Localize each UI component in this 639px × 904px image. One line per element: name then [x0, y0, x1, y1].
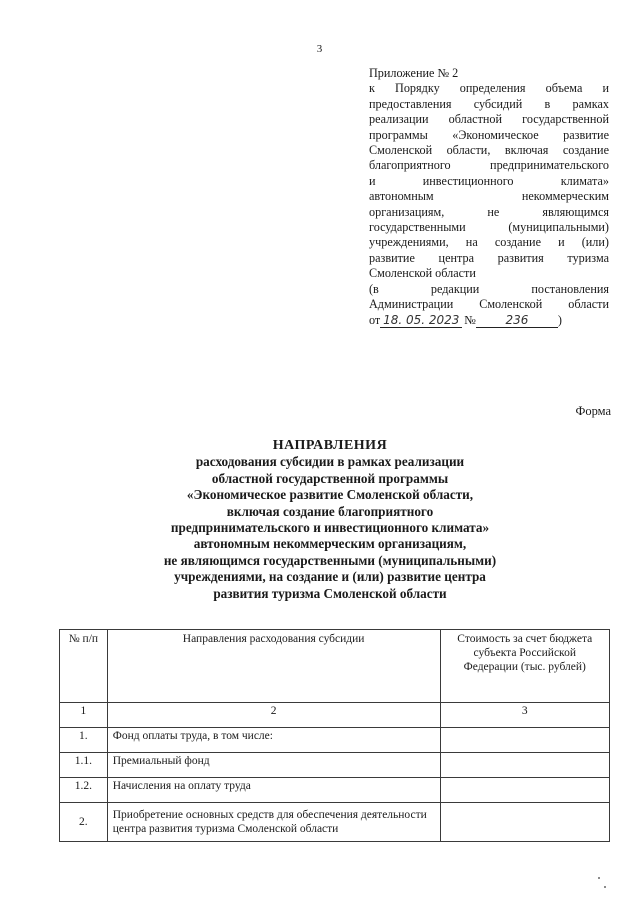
appendix-line	[369, 220, 609, 235]
page-number: 3	[316, 43, 323, 55]
edition-word: Смоленской	[479, 297, 543, 312]
header-cost: Стоимость за счет бюджета субъекта Российской Федерации (тыс. рублей)	[440, 630, 609, 703]
appendix-block	[369, 66, 609, 328]
appendix-word: реализации	[369, 112, 429, 127]
appendix-word: инвестиционного	[422, 173, 514, 188]
appendix-line	[369, 158, 609, 173]
heading-line: расходования субсидии в рамках реализации	[195, 454, 465, 470]
appendix-last-line: Смоленской области	[369, 266, 476, 281]
row-cost	[440, 753, 609, 778]
appendix-word: Порядку	[395, 81, 440, 96]
appendix-word: и	[558, 235, 565, 250]
directions-table	[59, 629, 610, 842]
row-num: 1.1.	[60, 753, 108, 778]
appendix-word: в	[544, 96, 551, 111]
table-row	[60, 778, 610, 803]
appendix-line	[369, 143, 609, 158]
appendix-word: благоприятного	[369, 158, 451, 173]
appendix-word: области,	[446, 143, 491, 158]
header-num: № п/п	[60, 630, 108, 703]
table-header-row	[60, 630, 610, 703]
appendix-line	[369, 97, 609, 112]
heading-line: автономным некоммерческим организациям,	[193, 536, 467, 552]
heading-subtitle	[110, 454, 550, 602]
heading-line: областной государственной программы	[211, 470, 449, 486]
appendix-word: развитие	[563, 127, 609, 142]
header-direction: Направления расходования субсидии	[107, 630, 440, 703]
appendix-word: автономным	[369, 189, 434, 204]
appendix-signature-line	[369, 313, 609, 328]
scan-speck	[598, 877, 600, 879]
appendix-word: к	[369, 81, 375, 96]
index-cell: 2	[107, 703, 440, 728]
appendix-word: и	[369, 173, 376, 188]
appendix-word: и	[602, 81, 609, 96]
edition-word: редакции	[430, 281, 480, 296]
appendix-word: государственными	[369, 220, 466, 235]
row-direction: Приобретение основных средств для обеспечения деятельности центра развития туризма Смоленской области	[107, 803, 440, 842]
appendix-word: создание	[562, 143, 609, 158]
number-label: №	[464, 312, 476, 327]
appendix-word: развития	[497, 250, 544, 265]
row-num: 1.2.	[60, 778, 108, 803]
table-row	[60, 728, 610, 753]
appendix-word: государственной	[522, 112, 609, 127]
appendix-line	[369, 189, 609, 204]
appendix-word: развитие	[369, 250, 415, 265]
appendix-word: не	[487, 204, 500, 219]
appendix-word: включая	[504, 143, 549, 158]
edition-line	[369, 297, 609, 312]
row-direction: Премиальный фонд	[107, 753, 440, 778]
appendix-word: объема	[545, 81, 583, 96]
handwritten-date: 18. 05. 2023	[380, 314, 462, 328]
scan-speck	[604, 886, 606, 888]
close-paren: )	[557, 312, 562, 327]
appendix-word: туризма	[567, 250, 609, 265]
appendix-line	[369, 174, 609, 189]
appendix-line	[369, 205, 609, 220]
document-heading	[110, 438, 550, 602]
row-cost	[440, 728, 609, 753]
table-row	[60, 753, 610, 778]
appendix-word: субсидий	[473, 96, 523, 111]
appendix-word: являющимся	[542, 204, 609, 219]
appendix-edition	[369, 282, 609, 313]
appendix-word: организациям,	[369, 204, 445, 219]
table-index-row	[60, 703, 610, 728]
appendix-line	[369, 112, 609, 127]
edition-word: Администрации	[369, 297, 454, 312]
appendix-word: «Экономическое	[452, 127, 539, 142]
from-label: от	[369, 312, 381, 327]
heading-line: «Экономическое развитие Смоленской области,	[186, 487, 474, 503]
form-label: Форма	[575, 404, 611, 418]
edition-word: постановления	[531, 281, 609, 296]
table-row	[60, 803, 610, 842]
heading-line: предпринимательского и инвестиционного климата»	[170, 520, 490, 536]
appendix-word: учреждениями,	[369, 235, 449, 250]
appendix-word: определения	[459, 81, 526, 96]
appendix-word: предоставления	[369, 96, 452, 111]
index-cell: 3	[440, 703, 609, 728]
appendix-body	[369, 81, 609, 266]
heading-title: НАПРАВЛЕНИЯ	[272, 438, 388, 453]
heading-line: не являющимся государственными (муниципальными)	[163, 552, 497, 568]
appendix-word: областной	[448, 112, 503, 127]
appendix-word: (или)	[581, 235, 609, 250]
appendix-line	[369, 251, 609, 266]
appendix-word: на	[465, 235, 478, 250]
row-cost	[440, 778, 609, 803]
row-cost	[440, 803, 609, 842]
appendix-line	[369, 81, 609, 96]
appendix-word: климата»	[560, 173, 609, 188]
edition-word: области	[568, 297, 609, 312]
appendix-word: центра	[438, 250, 474, 265]
appendix-word: создание	[494, 235, 541, 250]
row-num: 2.	[60, 803, 108, 842]
appendix-line	[369, 235, 609, 250]
index-cell: 1	[60, 703, 108, 728]
handwritten-number: 236	[476, 314, 558, 328]
appendix-word: предпринимательского	[490, 158, 609, 173]
row-num: 1.	[60, 728, 108, 753]
appendix-line	[369, 128, 609, 143]
heading-line: включая создание благоприятного	[226, 503, 434, 519]
appendix-word: рамках	[572, 96, 609, 111]
edition-line	[369, 282, 609, 297]
appendix-word: программы	[369, 127, 428, 142]
heading-line: развития туризма Смоленской области	[213, 585, 447, 601]
appendix-word: (муниципальными)	[508, 220, 609, 235]
heading-line: учреждениями, на создание и (или) развитие центра	[174, 569, 486, 585]
appendix-title: Приложение № 2	[369, 66, 459, 80]
appendix-word: некоммерческим	[521, 189, 609, 204]
row-direction: Фонд оплаты труда, в том числе:	[107, 728, 440, 753]
appendix-word: Смоленской	[369, 143, 433, 158]
row-direction: Начисления на оплату труда	[107, 778, 440, 803]
edition-word: (в	[369, 281, 379, 296]
